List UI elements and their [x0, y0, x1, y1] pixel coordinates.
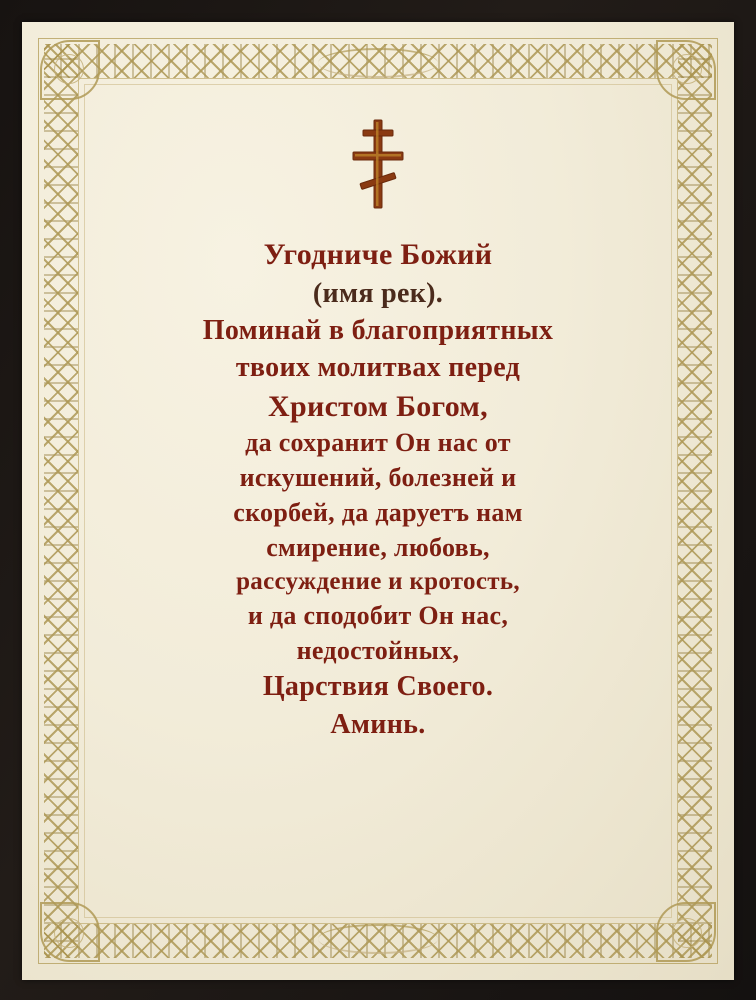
- border-band-right: [678, 44, 712, 958]
- prayer-line: Аминь.: [330, 708, 426, 740]
- prayer-card: [22, 22, 734, 980]
- prayer-line: и да сподобит Он нас,: [247, 600, 509, 630]
- prayer-line: Поминай в благоприятных: [202, 315, 554, 347]
- corner-ornament-top-left: [40, 40, 100, 100]
- prayer-line: Угодниче Божий: [263, 238, 493, 271]
- border-band-left: [44, 44, 78, 958]
- prayer-line: да сохранит Он нас от: [245, 428, 511, 458]
- prayer-line: Царствия Своего.: [262, 671, 494, 703]
- corner-ornament-bottom-right: [656, 902, 716, 962]
- orthodox-cross-icon: [347, 114, 409, 214]
- corner-ornament-bottom-left: [40, 902, 100, 962]
- border-band-bottom: [44, 924, 712, 958]
- flourish-top: [318, 48, 438, 78]
- prayer-line: искушений, болезней и: [239, 463, 517, 493]
- prayer-line: скорбей, да даруетъ нам: [233, 497, 523, 527]
- prayer-line: рассуждение и кротость,: [236, 568, 520, 596]
- prayer-line: твоих молитвах перед: [235, 352, 521, 384]
- prayer-line: смирение, любовь,: [266, 532, 490, 562]
- flourish-bottom: [318, 924, 438, 954]
- prayer-line: недостойных,: [296, 635, 460, 665]
- border-band-top: [44, 44, 712, 78]
- prayer-text-block: [118, 114, 638, 744]
- prayer-line: Христом Богом,: [268, 389, 488, 423]
- corner-ornament-top-right: [656, 40, 716, 100]
- prayer-line: (имя рек).: [312, 277, 444, 309]
